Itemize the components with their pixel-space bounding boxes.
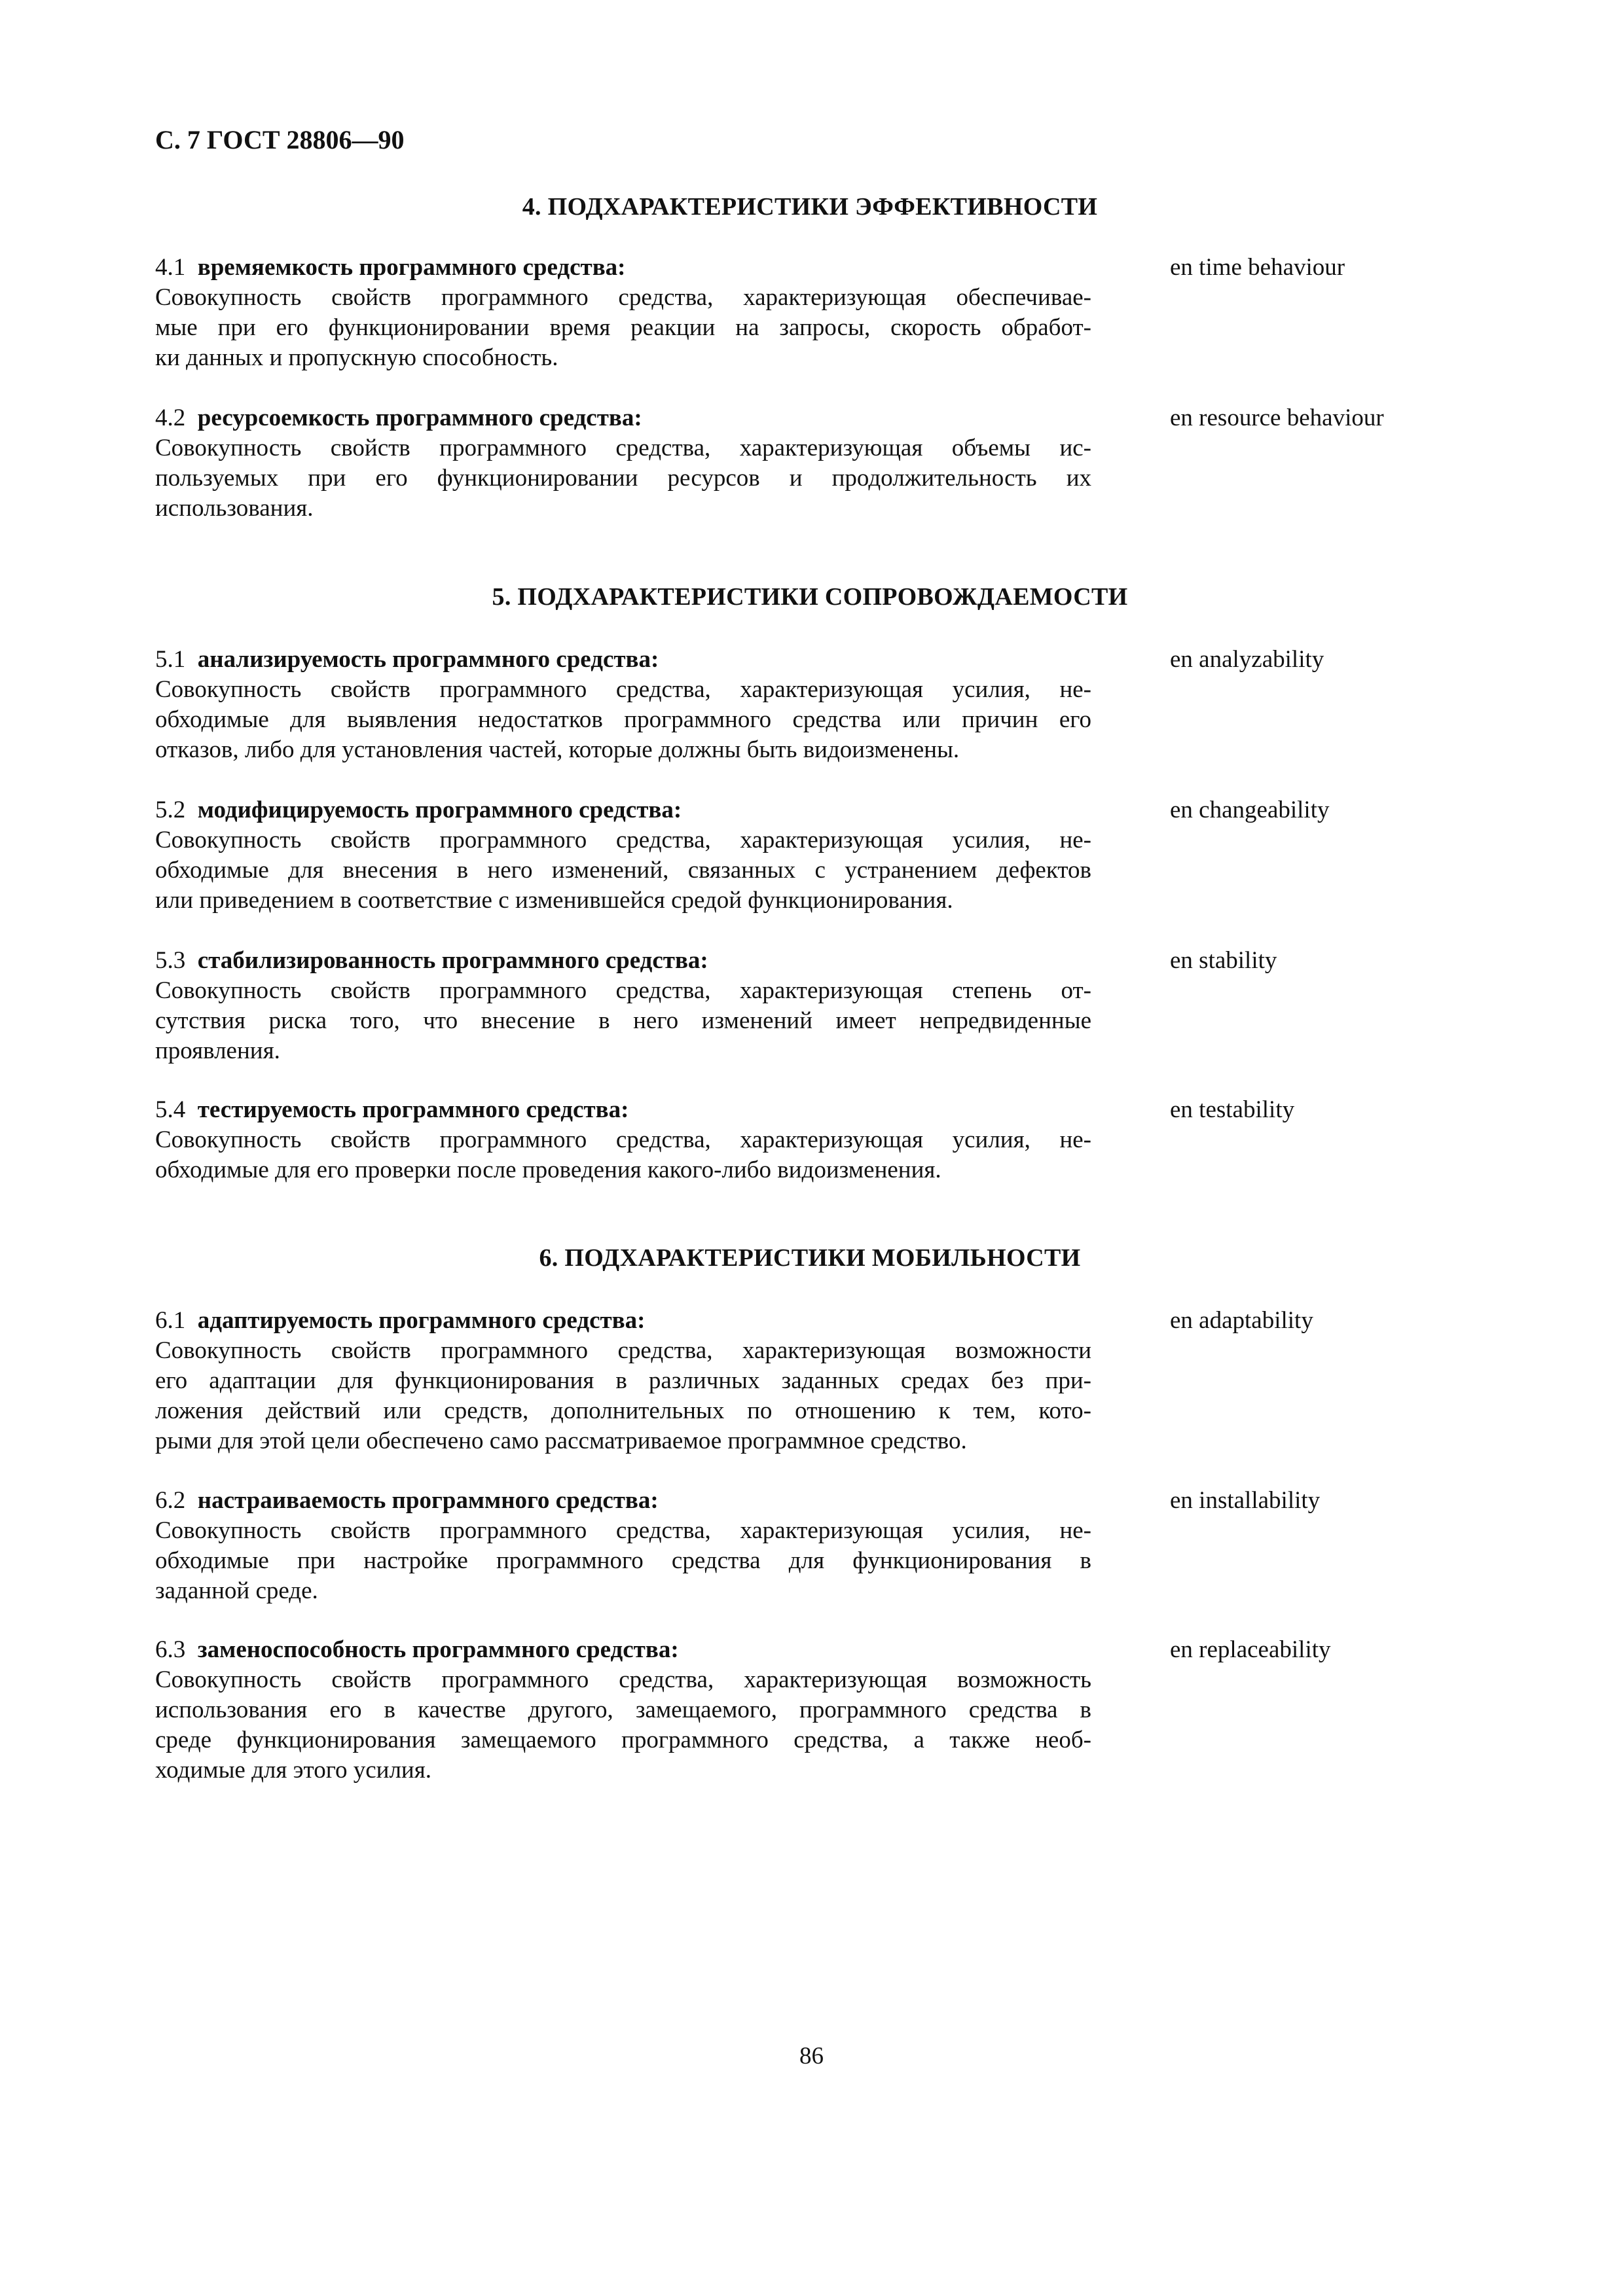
term-number: 6.3 (155, 1636, 186, 1663)
term-number: 5.4 (155, 1096, 186, 1123)
term-6-1 (155, 1306, 1465, 1456)
term-number: 6.1 (155, 1307, 186, 1334)
definition-line: обходимые для выявления недостатков программного средства или причин его (155, 706, 1091, 733)
term-name: модифицируемость программного средства: (197, 797, 682, 823)
definition-line: или приведением в соответствие с изменившейся средой функционирования. (155, 887, 953, 914)
definition-line: мые при его функционировании время реакции на запросы, скорость обработ- (155, 314, 1091, 341)
term-number: 4.1 (155, 254, 186, 281)
english-equivalent: en replaceability (1170, 1636, 1331, 1663)
term-definition (155, 675, 1091, 765)
english-equivalent: en adaptability (1170, 1307, 1313, 1334)
term-number: 5.2 (155, 797, 186, 823)
term-5-3 (155, 946, 1465, 1066)
term-definition (155, 1516, 1091, 1606)
term-number: 5.3 (155, 947, 186, 974)
english-equivalent: en time behaviour (1170, 254, 1345, 281)
term-number: 5.1 (155, 646, 186, 673)
term-definition (155, 825, 1091, 916)
section-title-4: 4. ПОДХАРАКТЕРИСТИКИ ЭФФЕКТИВНОСТИ (522, 193, 1098, 221)
term-name: заменоспособность программного средства: (197, 1636, 679, 1663)
term-5-2 (155, 795, 1465, 916)
definition-line: сутствия риска того, что внесение в него изменений имеет непредвиденные (155, 1007, 1091, 1034)
term-definition (155, 433, 1091, 524)
definition-line: Совокупность свойств программного средства, характеризующая усилия, не- (155, 676, 1091, 703)
section-title-6: 6. ПОДХАРАКТЕРИСТИКИ МОБИЛЬНОСТИ (539, 1244, 1081, 1272)
english-equivalent: en analyzability (1170, 646, 1324, 673)
definition-line: ложения действий или средств, дополнительных по отношению к тем, кото- (155, 1397, 1091, 1424)
term-name: тестируемость программного средства: (197, 1096, 629, 1123)
definition-line: Совокупность свойств программного средства, характеризующая усилия, не- (155, 1517, 1091, 1544)
term-name: времяемкость программного средства: (197, 254, 626, 281)
term-6-2 (155, 1486, 1465, 1606)
english-equivalent: en resource behaviour (1170, 404, 1384, 431)
english-equivalent: en changeability (1170, 797, 1330, 823)
definition-line: проявления. (155, 1037, 280, 1064)
section-title-5: 5. ПОДХАРАКТЕРИСТИКИ СОПРОВОЖДАЕМОСТИ (492, 583, 1128, 611)
english-equivalent: en stability (1170, 947, 1277, 974)
definition-line: среде функционирования замещаемого программного средства, а также необ- (155, 1727, 1091, 1753)
term-5-4 (155, 1095, 1465, 1185)
term-name: настраиваемость программного средства: (197, 1487, 659, 1514)
term-number: 6.2 (155, 1487, 186, 1514)
definition-line: ходимые для этого усилия. (155, 1757, 431, 1784)
definition-line: использования его в качестве другого, замещаемого, программного средства в (155, 1696, 1091, 1723)
definition-line: Совокупность свойств программного средства, характеризующая степень от- (155, 977, 1091, 1004)
definition-line: обходимые при настройке программного средства для функционирования в (155, 1547, 1091, 1574)
term-definition (155, 1125, 1091, 1185)
english-equivalent: en testability (1170, 1096, 1295, 1123)
term-name: адаптируемость программного средства: (197, 1307, 646, 1334)
term-4-2 (155, 403, 1465, 524)
term-definition (155, 1665, 1091, 1785)
definition-line: Совокупность свойств программного средства, характеризующая возможности (155, 1337, 1091, 1364)
definition-line: Совокупность свойств программного средства, характеризующая возможность (155, 1666, 1091, 1693)
definition-line: рыми для этой цели обеспечено само рассматриваемое программное средство. (155, 1427, 967, 1454)
definition-line: Совокупность свойств программного средства, характеризующая усилия, не- (155, 827, 1091, 853)
term-6-3 (155, 1635, 1465, 1785)
definition-line: Совокупность свойств программного средства, характеризующая обеспечивае- (155, 284, 1091, 311)
page-header: С. 7 ГОСТ 28806—90 (155, 125, 405, 154)
definition-line: Совокупность свойств программного средства, характеризующая объемы ис- (155, 435, 1091, 461)
definition-line: ки данных и пропускную способность. (155, 344, 558, 371)
term-name: стабилизированность программного средства: (197, 947, 708, 974)
definition-line: Совокупность свойств программного средства, характеризующая усилия, не- (155, 1126, 1091, 1153)
term-definition (155, 1336, 1091, 1456)
definition-line: использования. (155, 495, 314, 522)
term-5-1 (155, 645, 1465, 765)
definition-line: пользуемых при его функционировании ресурсов и продолжительность их (155, 465, 1091, 492)
term-4-1 (155, 253, 1465, 373)
definition-line: отказов, либо для установления частей, которые должны быть видоизменены. (155, 736, 960, 763)
term-name: анализируемость программного средства: (197, 646, 659, 673)
term-definition (155, 976, 1091, 1066)
english-equivalent: en installability (1170, 1487, 1321, 1514)
definition-line: обходимые для внесения в него изменений, связанных с устранением дефектов (155, 857, 1091, 884)
term-number: 4.2 (155, 404, 186, 431)
definition-line: его адаптации для функционирования в различных заданных средах без при- (155, 1367, 1091, 1394)
term-name: ресурсоемкость программного средства: (197, 404, 642, 431)
term-definition (155, 283, 1091, 373)
page-number: 86 (799, 2043, 824, 2070)
definition-line: обходимые для его проверки после проведения какого-либо видоизменения. (155, 1157, 941, 1183)
definition-line: заданной среде. (155, 1577, 318, 1604)
